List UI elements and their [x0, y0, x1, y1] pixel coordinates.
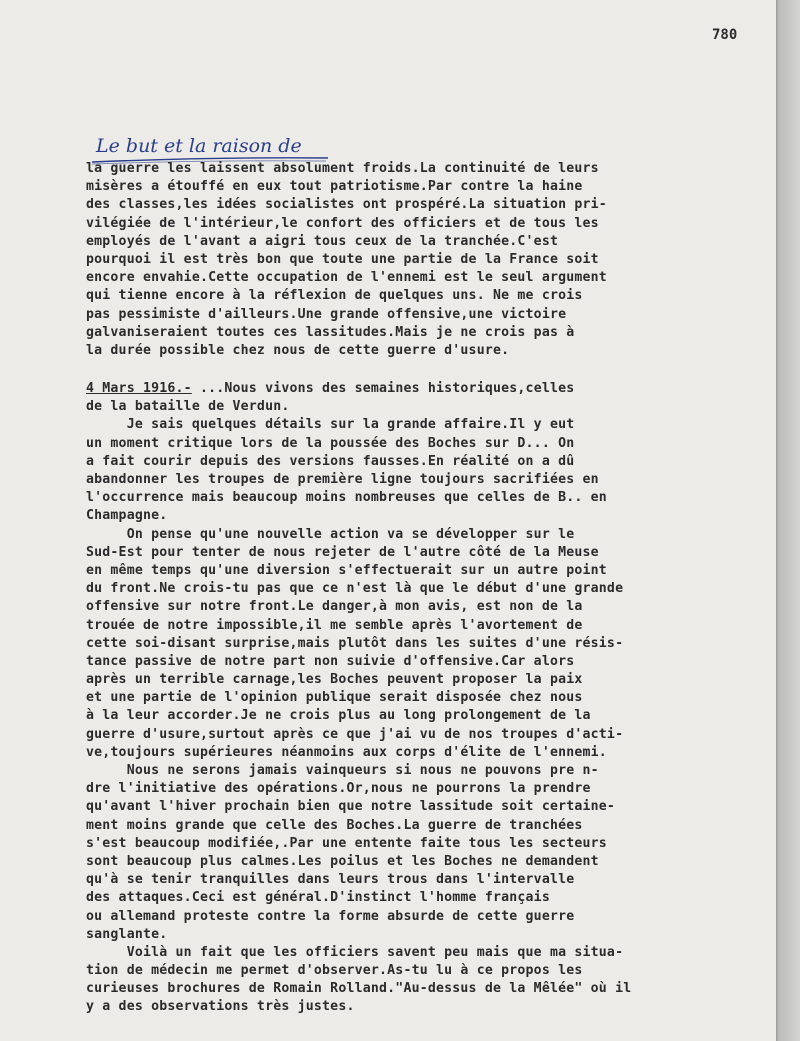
text-line: en même temps qu'une diversion s'effectuerait sur un autre point	[86, 562, 607, 578]
text-line: s'est beaucoup modifiée,.Par une entente faite tous les secteurs	[86, 835, 607, 851]
text-line: l'occurrence mais beaucoup moins nombreuses que celles de B.. en	[86, 490, 607, 506]
text-line: employés de l'avant a aigri tous ceux de la tranchée.C'est	[86, 233, 559, 249]
text-line: la guerre les laissent absolument froids.La continuité de leurs	[86, 161, 599, 176]
paragraph-1	[86, 160, 766, 360]
text-line: galvaniseraient toutes ces lassitudes.Mais je ne crois pas à	[86, 324, 575, 340]
page-number: 780	[712, 27, 738, 43]
text-line	[86, 380, 766, 398]
text-line: guerre d'usure,surtout après ce que j'ai vu de nos troupes d'acti-	[86, 726, 624, 742]
scan-background-edge	[776, 0, 800, 1041]
text-line: tance passive de notre part non suivie d'offensive.Car alors	[86, 653, 575, 669]
text-line: après un terrible carnage,les Boches peuvent proposer la paix	[86, 672, 583, 688]
text-line: curieuses brochures de Romain Rolland."Au-dessus de la Mêlée" où il	[86, 981, 632, 997]
text-line: offensive sur notre front.Le danger,à mon avis, est non de la	[86, 599, 583, 615]
text-line: sont beaucoup plus calmes.Les poilus et les Boches ne demandent	[86, 853, 599, 869]
text-line: Voilà un fait que les officiers savent peu mais que ma situa-	[86, 944, 624, 960]
text-line-rest: ...Nous vivons des semaines historiques,celles	[191, 381, 575, 397]
text-line: des classes,les idées socialistes ont prospéré.La situation pri-	[86, 197, 607, 213]
text-line: encore envahie.Cette occupation de l'ennemi est le seul argument	[86, 270, 607, 286]
text-line: la durée possible chez nous de cette guerre d'usure.	[86, 342, 510, 358]
text-line: qu'avant l'hiver prochain bien que notre lassitude soit certaine-	[86, 799, 616, 815]
text-line: tion de médecin me permet d'observer.As-tu lu à ce propos les	[86, 963, 583, 979]
text-line: Sud-Est pour tenter de nous rejeter de l'autre côté de la Meuse	[86, 544, 599, 560]
text-line: pas pessimiste d'ailleurs.Une grande offensive,une victoire	[86, 306, 567, 322]
text-line: Champagne.	[86, 508, 168, 524]
text-line: vilégiée de l'intérieur,le confort des officiers et de tous les	[86, 215, 599, 231]
text-line: abandonner les troupes de première ligne toujours sacrifiées en	[86, 472, 599, 487]
text-line: misères a étouffé en eux tout patriotisme.Par contre la haine	[86, 179, 583, 195]
text-line: des attaques.Ceci est général.D'instinct l'homme français	[86, 890, 550, 906]
typescript-body	[86, 160, 766, 1017]
text-line: du front.Ne crois-tu pas que ce n'est là que le début d'une grande	[86, 581, 624, 597]
paragraph-2	[86, 380, 766, 1017]
text-line: On pense qu'une nouvelle action va se développer sur le	[86, 526, 575, 542]
text-line: ou allemand proteste contre la forme absurde de cette guerre	[86, 908, 575, 924]
text-line: sanglante.	[86, 926, 168, 942]
text-line: dre l'initiative des opérations.Or,nous ne pourrons la prendre	[86, 781, 591, 797]
text-line: Nous ne serons jamais vainqueurs si nous ne pouvons pre n-	[86, 763, 599, 778]
text-line: Je sais quelques détails sur la grande affaire.Il y eut	[86, 417, 575, 433]
text-line: trouée de notre impossible,il me semble après l'avortement de	[86, 617, 583, 633]
text-line: ve,toujours supérieures néanmoins aux corps d'élite de l'ennemi.	[86, 744, 607, 760]
text-line: pourquoi il est très bon que toute une partie de la France soit	[86, 251, 599, 267]
text-line: cette soi-disant surprise,mais plutôt dans les suites d'une résis-	[86, 635, 624, 651]
text-line: qu'à se tenir tranquilles dans leurs trous dans l'intervalle	[86, 872, 575, 888]
handwritten-text: Le but et la raison de	[96, 135, 302, 157]
text-line: y a des observations très justes.	[86, 999, 355, 1015]
paragraph-gap	[86, 360, 766, 380]
text-line: et une partie de l'opinion publique serait disposée chez nous	[86, 690, 583, 706]
text-line: a fait courir depuis des versions fausses.En réalité on a dû	[86, 453, 575, 469]
text-line: ment moins grande que celle des Boches.La guerre de tranchées	[86, 817, 583, 833]
text-line: un moment critique lors de la poussée des Boches sur D... On	[86, 435, 575, 451]
text-line: de la bataille de Verdun.	[86, 399, 290, 415]
text-line: qui tienne encore à la réflexion de quelques uns. Ne me crois	[86, 288, 583, 304]
entry-date: 4 Mars 1916.-	[86, 381, 192, 397]
text-line: à la leur accorder.Je ne crois plus au long prolongement de la	[86, 708, 591, 724]
